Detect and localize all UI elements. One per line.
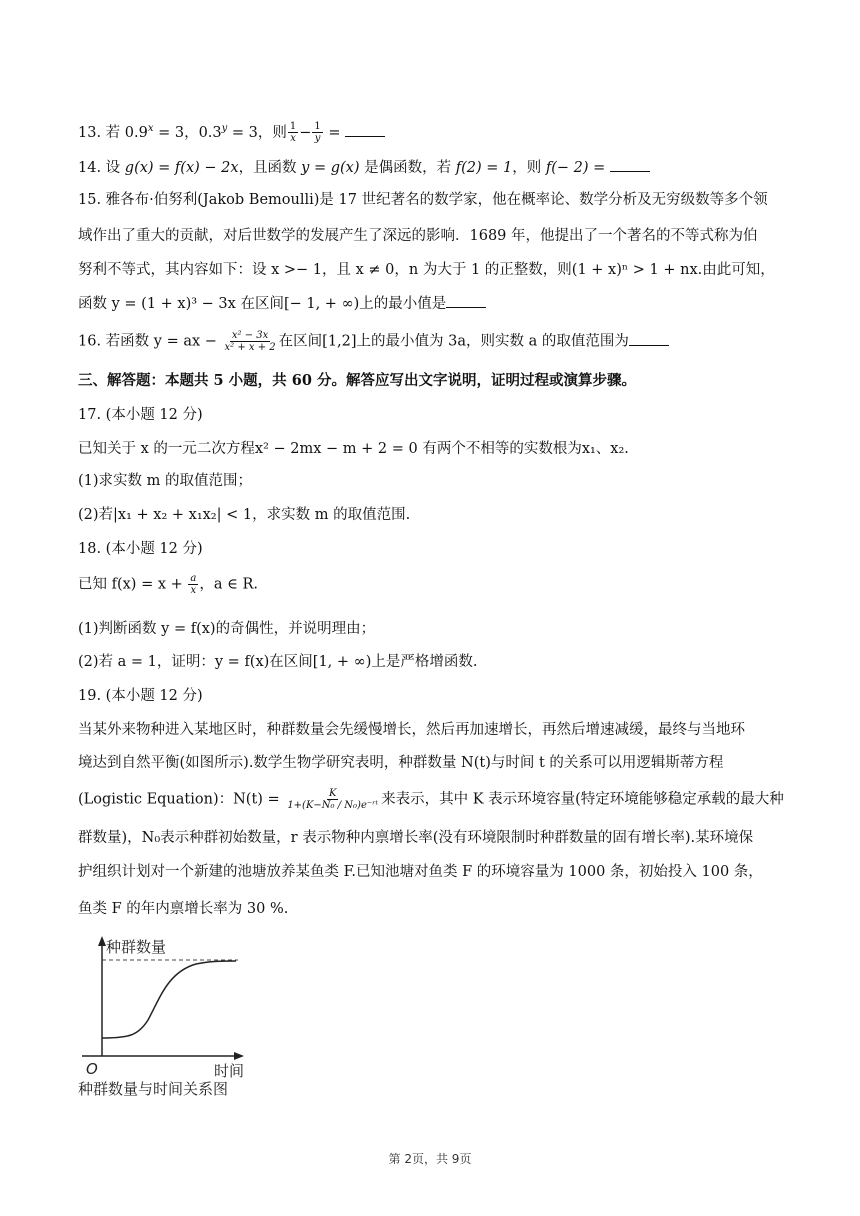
q16-fraction (223, 330, 278, 353)
q14-text-a: 14. 设 (78, 160, 125, 176)
figure-caption: 种群数量与时间关系图 (78, 1080, 229, 1098)
q14-expr-f2: f(2) = 1 (455, 160, 513, 176)
q17-head: 17. (本小题 12 分) (78, 407, 203, 423)
q19-head: 19. (本小题 12 分) (78, 688, 203, 704)
q18-fraction (188, 573, 198, 596)
q19-line-6: 鱼类 F 的年内禀增长率为 30 %. (78, 901, 289, 917)
q15-answer-blank[interactable] (446, 293, 486, 308)
y-axis-arrow-icon (98, 936, 106, 946)
q19-line-3b: 来表示，其中 K 表示环境容量(特定环境能够稳定承载的最大种 (381, 791, 784, 808)
q17-part-1: (1)求实数 m 的取值范围； (78, 473, 253, 489)
q16-frac-den: x² + x + 2 (224, 342, 276, 353)
q13-text-d: = (323, 124, 346, 141)
y-axis-label: 种群数量 (106, 938, 167, 956)
q19-frac-num: K (328, 788, 337, 799)
q14-expr-g: g(x) = f(x) − 2x (124, 160, 239, 176)
q13-text-c: = 3，则 (227, 124, 287, 141)
question-15-line-3: 努利不等式，其内容如下：设 x >− 1，且 x ≠ 0，n 为大于 1 的正整数，则(1 + x)ⁿ > 1 + nx.由此可知， (78, 262, 775, 278)
q19-line-5: 护组织计划对一个新建的池塘放养某鱼类 F.已知池塘对鱼类 F 的环境容量为 1000 条，初始投入 100 条， (78, 864, 763, 880)
x-axis-arrow-icon (234, 1052, 244, 1060)
q15-line-4-text: 函数 y = (1 + x)³ − 3x 在区间[− 1, + ∞)上的最小值是 (78, 296, 447, 312)
q17-part-2: (2)若|x₁ + x₂ + x₁x₂| < 1，求实数 m 的取值范围. (78, 507, 411, 523)
q16-answer-blank[interactable] (629, 331, 669, 346)
page-footer: 第 2页，共 9页 (388, 1152, 472, 1166)
q16-frac-num: x² − 3x (231, 330, 269, 341)
q18-stem-a: 已知 f(x) = x + (78, 576, 188, 593)
q14-text-e: 是偶函数，若 (359, 160, 456, 176)
q19-logistic-fraction (285, 788, 380, 811)
q19-line-3a: (Logistic Equation)：N(t) = (78, 791, 285, 808)
q13-text-b: = 3，0.3 (153, 124, 222, 141)
q16-suffix: 在区间[1,2]上的最小值为 3a，则实数 a 的取值范围为 (278, 333, 629, 350)
q13-frac-1x: $\frac{1}{x}$ (289, 121, 297, 145)
q14-text-c: ，且函数 (238, 160, 302, 176)
q19-line-2: 境达到自然平衡(如图所示).数学生物学研究表明，种群数量 N(t)与时间 t 的关系可以用逻辑斯蒂方程 (78, 755, 724, 771)
q14-answer-blank[interactable] (610, 157, 650, 172)
q18-part-2: (2)若 a = 1，证明：y = f(x)在区间[1, + ∞)上是严格增函数. (78, 654, 478, 670)
q17-stem: 已知关于 x 的一元二次方程x² − 2mx − m + 2 = 0 有两个不相等的实数根为x₁、x₂. (78, 441, 629, 457)
q19-line-3 (78, 788, 790, 811)
q18-stem (78, 573, 790, 596)
question-14 (78, 157, 790, 179)
q14-expr-y: y = g(x) (301, 160, 360, 176)
population-curve-graphic (78, 932, 258, 1102)
origin-label: O (86, 1060, 98, 1078)
q18-frac-num: a (190, 573, 197, 584)
x-axis-label: 时间 (214, 1062, 245, 1080)
q18-head: 18. (本小题 12 分) (78, 541, 203, 557)
question-15-line-2: 域作出了重大的贡献，对后世数学的发展产生了深远的影响．1689 年，他提出了一个著名的不等式称为伯 (78, 228, 758, 244)
q13-frac-1y: $\frac{1}{y}$ (314, 121, 321, 145)
q13-text-a: 13. 若 0.9 (78, 124, 148, 141)
question-15-line-4 (78, 293, 790, 315)
q19-line-1: 当某外来物种进入某地区时，种群数量会先缓慢增长，然后再加速增长，再然后增速减缓，最终与当地环 (78, 722, 745, 738)
q18-frac-den: x (190, 585, 197, 596)
question-16 (78, 330, 790, 353)
q19-line-4: 群数量)，N₀表示种群初始数量，r 表示物种内禀增长率(没有环境限制时种群数量的固有增长率).某环境保 (78, 830, 754, 846)
section-3-heading: 三、解答题：本题共 5 小题，共 60 分。解答应写出文字说明，证明过程或演算步骤。 (78, 372, 636, 389)
q13-answer-blank[interactable] (345, 122, 385, 137)
population-figure (78, 932, 258, 1102)
q16-prefix: 16. 若函数 y = ax − (78, 333, 222, 350)
q14-text-g: ，则 (512, 160, 546, 176)
q14-expr-fm2: f(− 2) = (545, 160, 610, 176)
logistic-curve (102, 961, 236, 1038)
question-15-line-1: 15. 雅各布·伯努利(Jakob Bemoulli)是 17 世纪著名的数学家，他在概率论、数学分析及无穷级数等多个领 (78, 192, 768, 208)
q18-stem-b: ，a ∈ R. (199, 576, 258, 593)
question-13: 13. 若 $0.9^x = 3$，$0.3^y = 3$，则 $\frac{1}{x}$ − $\frac{1}{y}$ = (78, 118, 790, 144)
q18-part-1: (1)判断函数 y = f(x)的奇偶性，并说明理由； (78, 621, 376, 637)
q19-frac-den: 1+(K−N₀ / N₀)e⁻ʳᵗ (287, 800, 379, 811)
